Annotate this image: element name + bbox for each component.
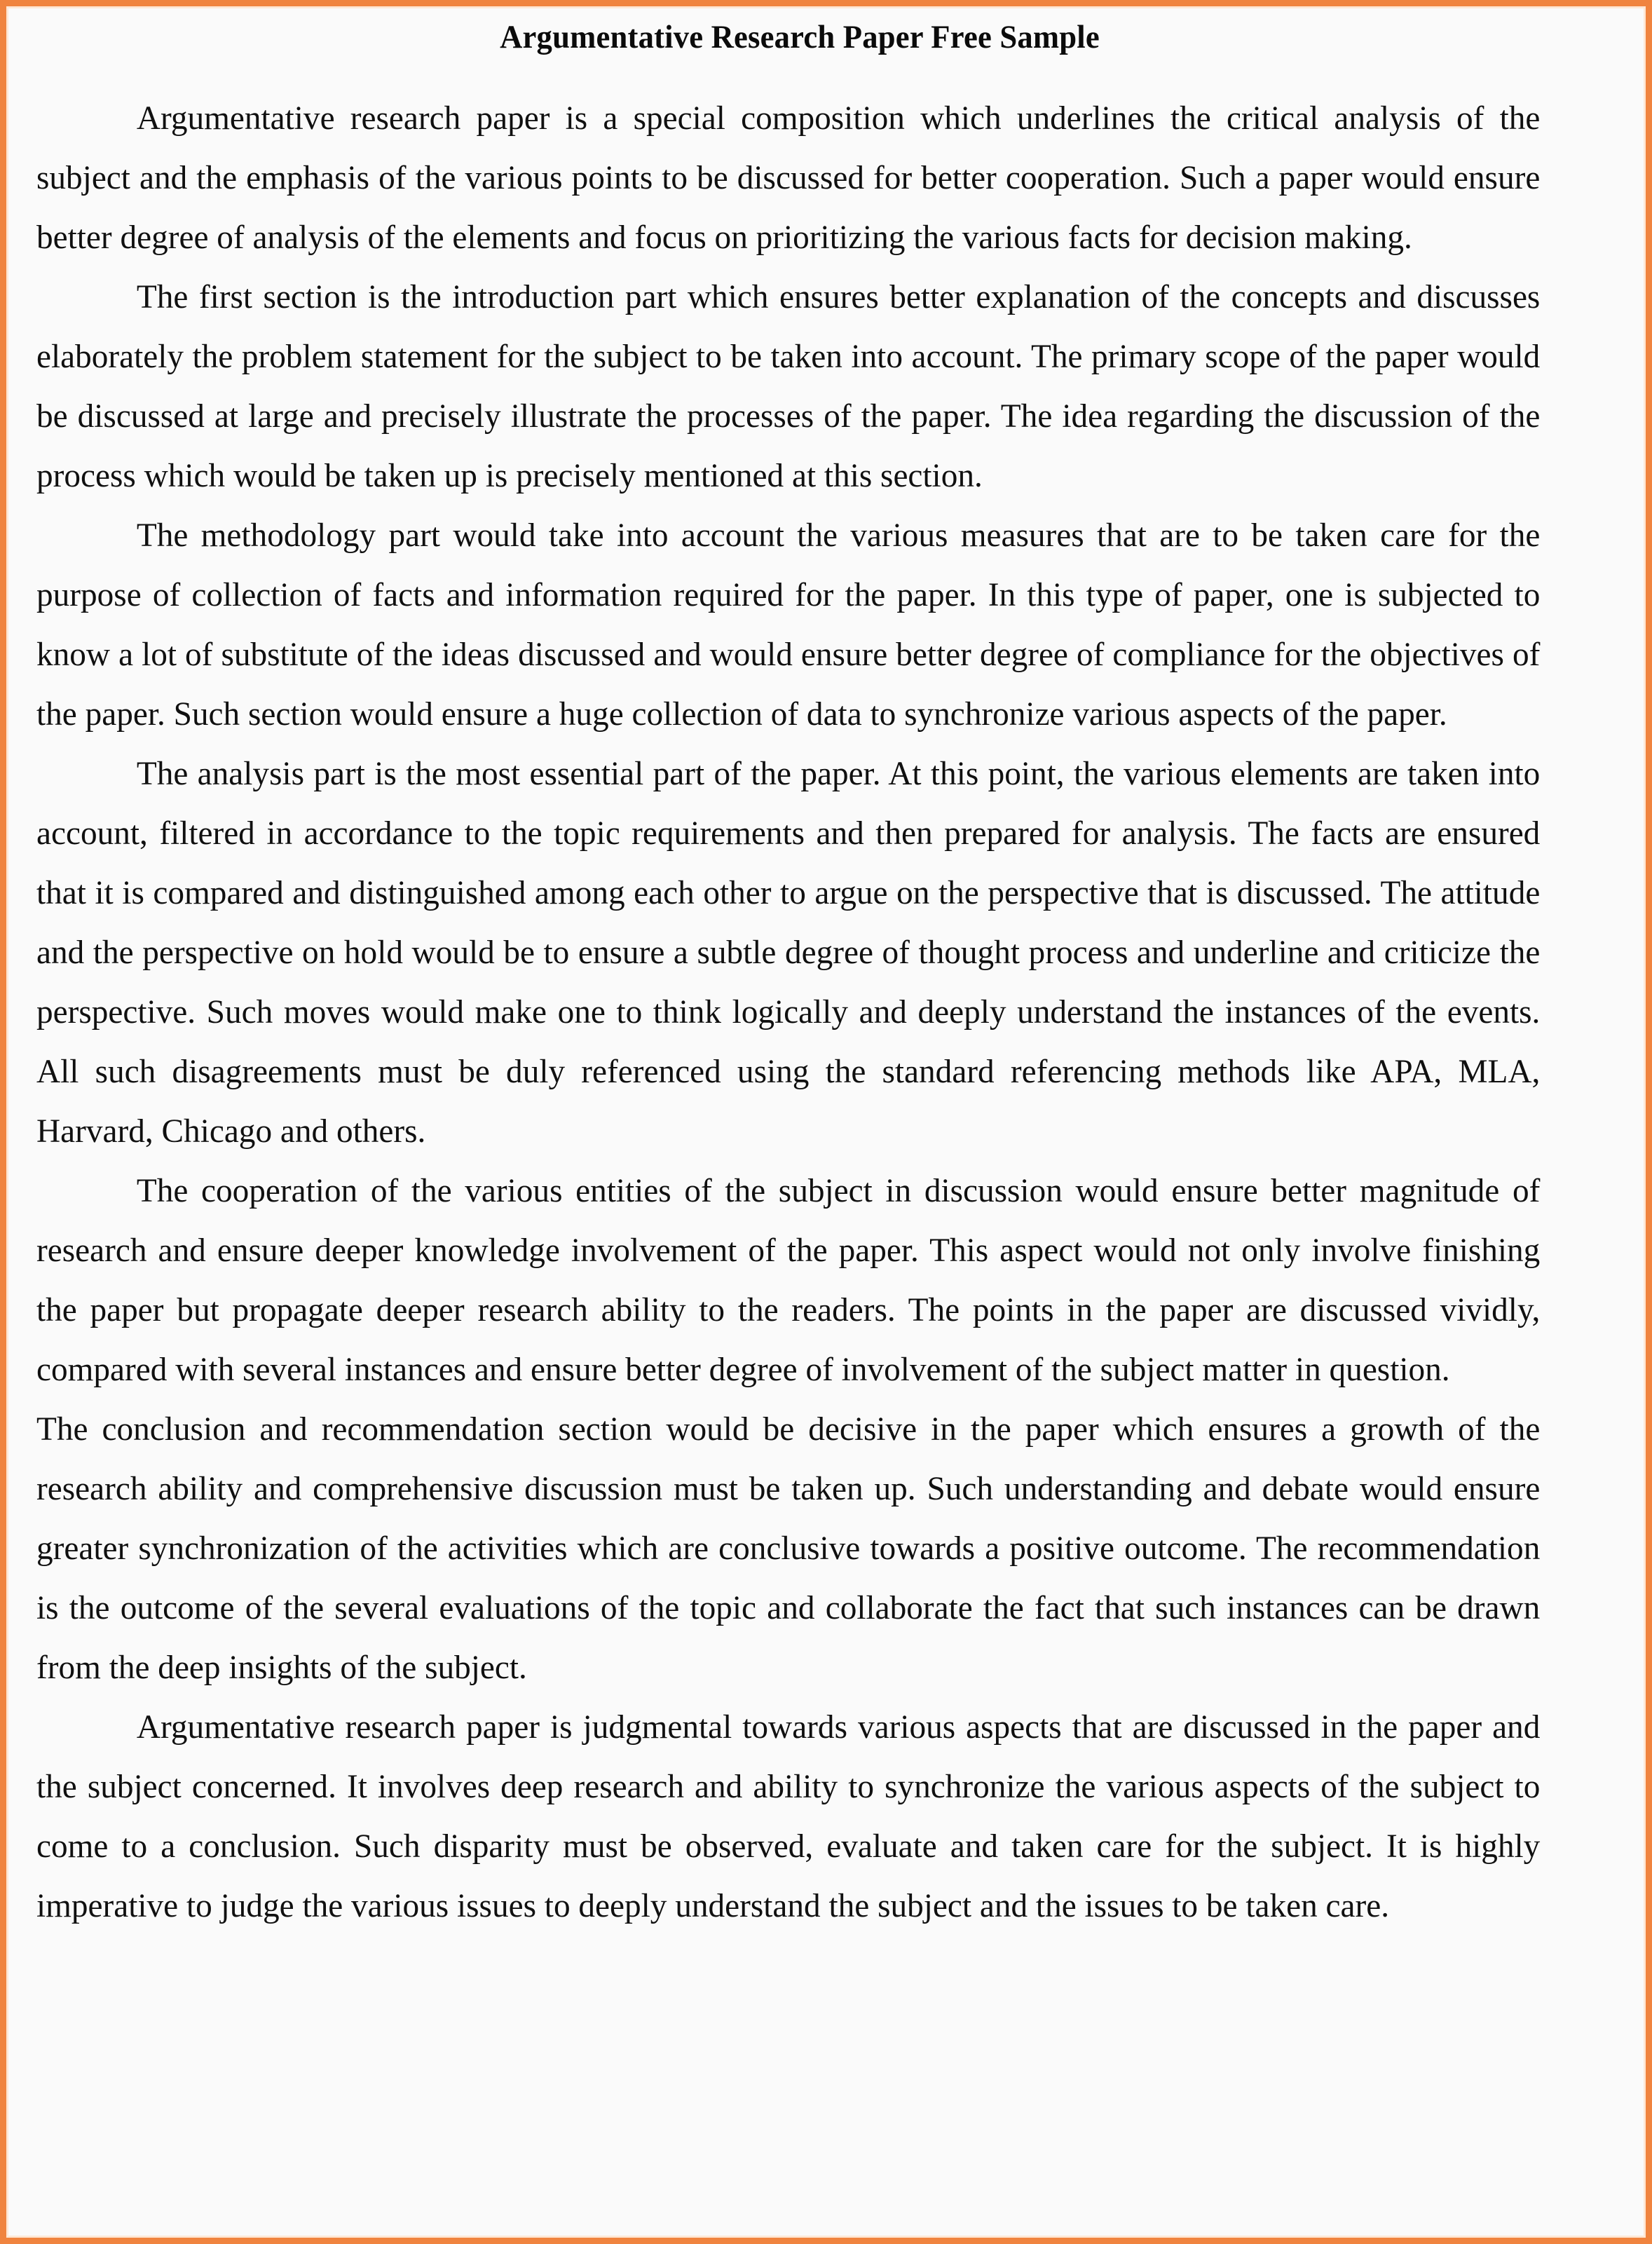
- paragraph-3: The methodology part would take into account the various measures that are to be taken care for the purpose of collection of facts and information required for the paper. In this type of paper, one is subjected to know a lot of substitute of the ideas discussed and would ensure better degree of compliance for the objectives of the paper. Such section would ensure a huge collection of data to synchronize various aspects of the paper.: [36, 517, 1541, 733]
- document-body: [36, 6, 1563, 1936]
- paragraph-2: The first section is the introduction part which ensures better explanation of the concepts and discusses elaborately the problem statement for the subject to be taken into account. The primary scope of the paper would be discussed at large and precisely illustrate the processes of the paper. The idea regarding the discussion of the process which would be taken up is precisely mentioned at this section.: [36, 278, 1541, 494]
- paragraph-4: The analysis part is the most essential part of the paper. At this point, the various elements are taken into account, filtered in accordance to the topic requirements and then prepared for analysis. The facts are ensured that it is compared and distinguished among each other to argue on the perspective that is discussed. The attitude and the perspective on hold would be to ensure a subtle degree of thought process and underline and criticize the perspective. Such moves would make one to think logically and deeply understand the instances of the events. All such disagreements must be duly referenced using the standard referencing methods like APA, MLA, Harvard, Chicago and others.: [36, 755, 1541, 1150]
- paragraph-6: The conclusion and recommendation section would be decisive in the paper which ensures a growth of the research ability and comprehensive discussion must be taken up. Such understanding and debate would ensure greater synchronization of the activities which are conclusive towards a positive outcome. The recommendation is the outcome of the several evaluations of the topic and collaborate the fact that such instances can be drawn from the deep insights of the subject.: [36, 1410, 1541, 1686]
- paragraph-1: Argumentative research paper is a special composition which underlines the critical analysis of the subject and the emphasis of the various points to be discussed for better cooperation. Such a paper would ensure better degree of analysis of the elements and focus on prioritizing the various facts for decision making.: [36, 100, 1541, 256]
- paragraph-7: Argumentative research paper is judgmental towards various aspects that are discussed in the paper and the subject concerned. It involves deep research and ability to synchronize the various aspects of the subject to come to a conclusion. Such disparity must be observed, evaluate and taken care for the subject. It is highly imperative to judge the various issues to deeply understand the subject and the issues to be taken care.: [36, 1708, 1541, 1924]
- page-title: Argumentative Research Paper Free Sample: [500, 19, 1100, 55]
- paragraph-5: The cooperation of the various entities of the subject in discussion would ensure better magnitude of research and ensure deeper knowledge involvement of the paper. This aspect would not only involve finishing the paper but propagate deeper research ability to the readers. The points in the paper are discussed vividly, compared with several instances and ensure better degree of involvement of the subject matter in question.: [36, 1172, 1541, 1388]
